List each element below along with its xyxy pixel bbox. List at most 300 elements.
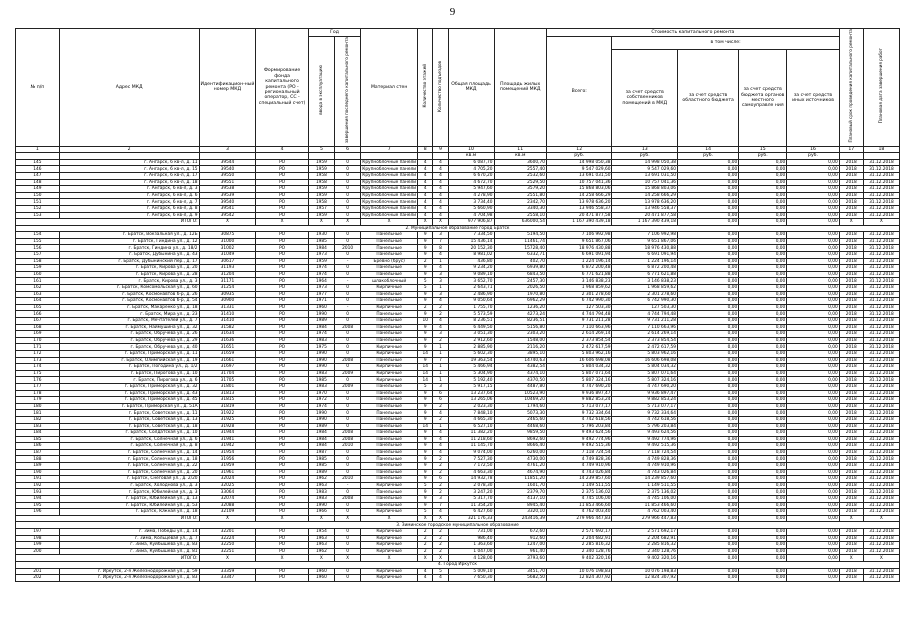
table-cell: 4 749 910,96 [612,463,678,470]
table-cell: 9 [418,324,433,331]
table-cell: 2018 [839,469,863,476]
table-cell: 2 [418,535,433,542]
table-cell: 31.12.2018 [863,350,899,357]
table-cell: 2 340 128,76 [546,548,612,555]
table-cell: РО [256,186,308,193]
table-cell: 0,00 [678,304,739,311]
table-cell: 0,00 [678,502,739,509]
table-cell: РО [256,245,308,252]
table-cell: 2018 [839,205,863,212]
table-cell: 7 110 663,96 [546,324,612,331]
table-cell: 0 [335,410,361,417]
table-cell: РО [256,199,308,206]
address-cell: г. Братск, Наймушина ул., д. 32 [59,324,199,331]
table-row [16,192,900,199]
table-cell: 4 [418,159,433,166]
table-cell: 8 236,51 [448,318,494,325]
table-cell: 0,00 [787,456,839,463]
table-cell: 150 [16,192,60,199]
table-cell: 4 742 618,56 [612,416,678,423]
table-cell: 0 [335,172,361,179]
table-cell: 31.12.2018 [863,318,899,325]
table-cell: 16 606 698,08 [546,357,612,364]
table-row [16,575,900,582]
table-cell: 170 [16,337,60,344]
table-cell: 0,00 [787,383,839,390]
table-cell: 32025 [199,482,256,489]
table-row [16,252,900,259]
table-cell: 4137,10 [494,496,546,503]
table-cell: 9 [418,291,433,298]
address-cell: г. Братск, Пирогова ул., д. 10 [59,370,199,377]
table-cell: 9 492 774,96 [546,436,612,443]
table-cell: 9 [418,298,433,305]
table-cell: 3 247,20 [448,489,494,496]
address-cell: г. Братск, Приморская ул., д. 45 [59,397,199,404]
header-planned-date-text: Плановая дата завершения работ [878,48,884,124]
table-cell: 1962 [308,548,334,555]
table-cell: 6 [433,397,448,404]
table-cell: 2018 [839,232,863,239]
total-cell: X [418,219,433,226]
address-cell: г. Братск, Советская ул., д. 11 [59,410,199,417]
table-cell: Кирпичные [361,535,418,542]
header-cost-including: в том числе: [612,37,839,50]
table-cell: 31659 [199,350,256,357]
total-cell: X [418,515,433,522]
table-cell: 0,00 [739,212,787,219]
table-row [16,423,900,430]
table-cell: 2018 [839,430,863,437]
table-cell: Панельные [361,423,418,430]
table-cell: Кирпичные [361,304,418,311]
table-cell: 4 [433,575,448,582]
table-cell: 31.12.2018 [863,311,899,318]
table-cell: РО [256,318,308,325]
table-cell: 31.12.2018 [863,179,899,186]
table-cell: 3 [433,232,448,239]
table-cell: Кирпичные [361,285,418,292]
table-cell: 20 152,30 [448,245,494,252]
table-cell: 9859,50 [494,430,546,437]
table-cell: 2018 [839,535,863,542]
table-cell: 0,00 [739,318,787,325]
table-cell: 10 757 041,36 [546,179,612,186]
units-row [16,153,900,160]
table-cell: 0,00 [678,397,739,404]
column-number: 6 [335,146,361,153]
table-cell: РО [256,344,308,351]
total-cell: 977 906,87 [448,219,494,226]
table-cell: 32250 [199,542,256,549]
table-cell: 0,00 [787,265,839,272]
table-cell: 1 363,60 [448,542,494,549]
header-cost-group: Стоимость капитального ремонта [546,29,839,37]
table-cell: РО [256,212,308,219]
table-cell: 9 492 515,36 [546,443,612,450]
table-cell: 31819 [199,403,256,410]
table-cell: 31582 [199,324,256,331]
table-cell: 31661 [199,357,256,364]
table-cell: 2018 [839,436,863,443]
table-cell: 0 [335,397,361,404]
section-header-row [16,225,900,232]
table-cell: Кирпичные [361,344,418,351]
table-cell: 200 [16,548,60,555]
header-fund-method: Формирование фонда капитального ремонта (РО - региональный оператор, СС - специальный счет) [256,29,308,147]
table-cell: 6 691 091,94 [546,252,612,259]
table-cell: Кирпичные [361,509,418,516]
table-cell: 14 998 050,38 [612,159,678,166]
table-cell: 0,00 [787,449,839,456]
table-cell: РО [256,535,308,542]
table-cell: 2 [433,548,448,555]
table-cell: 2551,80 [494,192,546,199]
table-cell: 2018 [839,304,863,311]
section-title: 2. Муниципальное образование город Братск [16,225,900,232]
table-cell: 2018 [839,476,863,483]
table-cell: 31.12.2018 [863,489,899,496]
table-cell: 961,40 [494,548,546,555]
address-cell: г. Иркутск, 2-я Железнодорожная ул., д. 59 [59,568,199,575]
table-cell: 12 824 307,92 [612,575,678,582]
unit-area-total: кв.м [448,153,494,160]
table-cell: 2018 [839,410,863,417]
table-cell: 0,00 [678,443,739,450]
total-cell: 0,00 [739,515,787,522]
table-cell: 2018 [839,350,863,357]
table-cell: 402,70 [494,258,546,265]
table-cell: 13 978 636,20 [612,199,678,206]
address-cell: г. Братск, Холоднова ул., д. 3 [59,482,199,489]
table-row [16,542,900,549]
table-cell: 9 [418,463,433,470]
table-cell: 1970 [308,390,334,397]
table-cell: 0,00 [739,449,787,456]
table-cell: 5156,80 [494,324,546,331]
table-cell: 31.12.2018 [863,291,899,298]
table-cell: 2529,50 [494,179,546,186]
table-row [16,383,900,390]
column-number: 7 [361,146,418,153]
table-cell: 31.12.2018 [863,252,899,259]
table-cell: 0,00 [787,575,839,582]
column-number: 10 [448,146,494,153]
table-cell: Панельные [361,252,418,259]
table-cell: 3 051,30 [448,331,494,338]
table-cell: 4 749 828,36 [612,456,678,463]
table-cell: 14 258 666,29 [546,192,612,199]
address-cell: г. Ангарск, 6 кв-л, д. 11 [59,159,199,166]
header-cost-total: Всего: [546,37,612,147]
table-cell: 175 [16,370,60,377]
table-cell: 3 [433,291,448,298]
table-cell: 4 [433,410,448,417]
table-cell: 0,00 [678,456,739,463]
table-cell: 0 [335,423,361,430]
address-cell: г. Ангарск, 6 кв-л, д. 8 [59,205,199,212]
table-cell: 2018 [839,192,863,199]
table-cell: 0,00 [678,575,739,582]
table-cell: 3 146 838,23 [546,278,612,285]
table-cell: 145 [16,159,60,166]
table-cell: 4 [433,172,448,179]
table-cell: 2 023,30 [448,403,494,410]
table-cell: 0,00 [739,337,787,344]
table-cell: 4 [418,186,433,193]
table-cell: 2 [433,469,448,476]
table-cell: 2008 [335,357,361,364]
table-cell: 2018 [839,298,863,305]
table-cell: 2018 [839,529,863,536]
table-cell: 5682,50 [494,575,546,582]
table-cell: 0,00 [678,192,739,199]
table-cell: 0,00 [787,331,839,338]
table-cell: 0,00 [739,285,787,292]
table-cell: 161 [16,278,60,285]
table-cell: 194 [16,496,60,503]
address-cell: г. Братск, Комсомольская ул., д. 60 [59,285,199,292]
total-row [16,219,900,226]
table-cell: 0,00 [739,456,787,463]
table-cell: 1954 [308,529,334,536]
table-cell: 1957 [308,205,334,212]
table-cell: РО [256,410,308,417]
table-cell: 168 [16,324,60,331]
table-cell: 6 771 621,88 [612,271,678,278]
total-cell: 1 167 390 439,18 [612,219,678,226]
table-cell: 5 660,90 [448,205,494,212]
table-cell: 0,00 [739,436,787,443]
table-cell: 156 [16,245,60,252]
table-cell: РО [256,166,308,173]
table-cell: РО [256,324,308,331]
table-cell: 6 427,60 [448,509,494,516]
table-cell: РО [256,285,308,292]
table-row [16,245,900,252]
address-cell: г. Братск, Гиндина ул., д. 18/2 [59,245,199,252]
table-cell: 2018 [839,403,863,410]
table-cell: 163 [16,291,60,298]
table-cell: 0,00 [787,509,839,516]
table-cell: 672,60 [494,529,546,536]
table-row [16,350,900,357]
table-cell: 2018 [839,179,863,186]
table-cell: 2 571 692,17 [612,529,678,536]
table-cell: 5 317,70 [448,496,494,503]
table-cell: 2 [433,416,448,423]
table-cell: 2018 [839,186,863,193]
table-cell: 0,00 [739,291,787,298]
table-cell: 9 651 867,06 [612,238,678,245]
table-cell: - [335,278,361,285]
table-cell: 0,00 [678,449,739,456]
table-cell: 986,40 [448,535,494,542]
table-cell: 31956 [199,456,256,463]
address-cell: г. Братск, Макаренко ул., д. 18 [59,304,199,311]
table-row [16,548,900,555]
table-cell: РО [256,509,308,516]
total-cell: 321 176,33 [448,515,494,522]
table-cell: 1966 [308,509,334,516]
table-cell: 0,00 [678,436,739,443]
total-cell: 3793,60 [494,555,546,562]
table-row [16,443,900,450]
table-cell: 0,00 [678,159,739,166]
table-cell: Панельные [361,403,418,410]
table-cell: 2018 [839,265,863,272]
table-cell: 0,00 [739,311,787,318]
table-cell: 11 218,60 [448,436,494,443]
table-cell: 2 078,30 [448,482,494,489]
table-row [16,166,900,173]
table-cell: 0,00 [787,291,839,298]
table-cell: Панельные [361,436,418,443]
table-cell: 160 [16,271,60,278]
table-cell: 2465,60 [494,416,546,423]
table-cell: Кирпичные [361,350,418,357]
table-cell: РО [256,377,308,384]
table-cell: 0,00 [678,199,739,206]
table-cell: 32074 [199,496,256,503]
table-cell: 31.12.2018 [863,377,899,384]
column-number: 12 [546,146,612,153]
table-cell: 31000 [199,238,256,245]
total-cell: X [839,515,863,522]
table-cell: 0,00 [678,410,739,417]
table-cell: 9 [418,397,433,404]
table-cell: 0 [335,350,361,357]
table-cell: 2 [433,304,448,311]
table-cell: 1990 [308,311,334,318]
table-cell: 2 373 854,54 [612,337,678,344]
table-cell: Панельные [361,331,418,338]
table-cell: 0,00 [678,542,739,549]
table-cell: 0,00 [678,548,739,555]
table-cell: 9 [418,410,433,417]
table-cell: 1 149 511,55 [546,482,612,489]
table-cell: 176 [16,377,60,384]
table-cell: РО [256,172,308,179]
table-cell: 0,00 [739,186,787,193]
table-cell: 0,00 [739,377,787,384]
table-cell: РО [256,443,308,450]
table-cell: 31.12.2018 [863,456,899,463]
table-cell: 15 868 803,06 [546,186,612,193]
header-year-last-repair [335,37,361,147]
total-label: ИТОГО: [16,555,200,562]
table-cell: 1 [433,285,448,292]
table-cell: 2010 [335,245,361,252]
table-cell: 0,00 [678,265,739,272]
table-cell: 5 803 962,16 [546,350,612,357]
header-year-group: Год [308,29,360,37]
table-cell: 0,00 [787,377,839,384]
table-cell: 202 [16,575,60,582]
table-cell: 9 492 515,36 [612,443,678,450]
table-row [16,357,900,364]
table-cell: 1984 [308,324,334,331]
table-cell: 0,00 [739,166,787,173]
table-cell: 0,00 [739,403,787,410]
table-cell: Панельные [361,430,418,437]
table-cell: 4 705,20 [448,166,494,173]
table-cell: 9 074,00 [448,449,494,456]
table-cell: 0,00 [678,357,739,364]
table-cell: 1 [433,258,448,265]
table-cell: 13 237,64 [448,390,494,397]
address-cell: г. Братск, Приморская ул., д. 11 [59,350,199,357]
table-cell: 4 747 690,20 [612,383,678,390]
table-cell: 14 [418,423,433,430]
table-cell: Кирпичные [361,482,418,489]
header-year-commission-text: ввода в эксплуатацию [318,65,324,115]
table-cell: 2532,60 [494,172,546,179]
table-cell: 9 [418,344,433,351]
table-cell: РО [256,370,308,377]
table-cell: 4 [418,212,433,219]
unit-rub-regional: руб. [678,153,739,160]
table-cell: 0,00 [739,252,787,259]
table-cell: Панельные [361,476,418,483]
table-cell: 31.12.2018 [863,186,899,193]
table-cell: 4 [433,199,448,206]
table-cell: 30617 [199,258,256,265]
table-cell: 8 [433,245,448,252]
table-cell: 2018 [839,416,863,423]
table-cell: РО [256,311,308,318]
table-cell: РО [256,568,308,575]
table-cell: Панельные [361,449,418,456]
table-cell: 14 [418,350,433,357]
table-cell: 2018 [839,377,863,384]
table-cell: РО [256,364,308,371]
table-cell: 0,00 [678,331,739,338]
table-cell: 0,00 [787,350,839,357]
table-cell: 13 691 031,50 [612,172,678,179]
table-cell: 192 [16,482,60,489]
table-cell: 5 713 077,17 [546,403,612,410]
table-cell: 188 [16,456,60,463]
table-cell: 5 804 034,32 [612,364,678,371]
table-cell: 0,00 [739,205,787,212]
table-cell: 1960 [308,304,334,311]
address-cell: г. Братск, Кирова ул., д. 20 [59,265,199,272]
table-cell: 2018 [839,568,863,575]
table-cell: 12 824 307,92 [546,575,612,582]
table-cell: 2009 [335,383,361,390]
table-cell: Панельные [361,337,418,344]
table-cell: 31.12.2018 [863,265,899,272]
header-planned-date [863,29,899,147]
section-title: 3. Зиминское городское муниципальное образование [16,522,900,529]
table-cell: 0,00 [678,364,739,371]
table-cell: 4 [418,568,433,575]
table-cell: 0,00 [739,383,787,390]
table-cell: 31.12.2018 [863,476,899,483]
table-cell: 4 [433,252,448,259]
table-cell: 1990 [308,502,334,509]
table-cell: 1985 [308,238,334,245]
table-cell: 2 285 816,32 [612,542,678,549]
address-cell: г. Ангарск, 6 кв-л, д. 9 [59,212,199,219]
table-cell: РО [256,390,308,397]
table-row [16,476,900,483]
table-cell: 1 047,00 [448,548,494,555]
table-cell: 9 651 867,06 [546,238,612,245]
table-cell: 0,00 [787,258,839,265]
table-cell: 31410 [199,318,256,325]
